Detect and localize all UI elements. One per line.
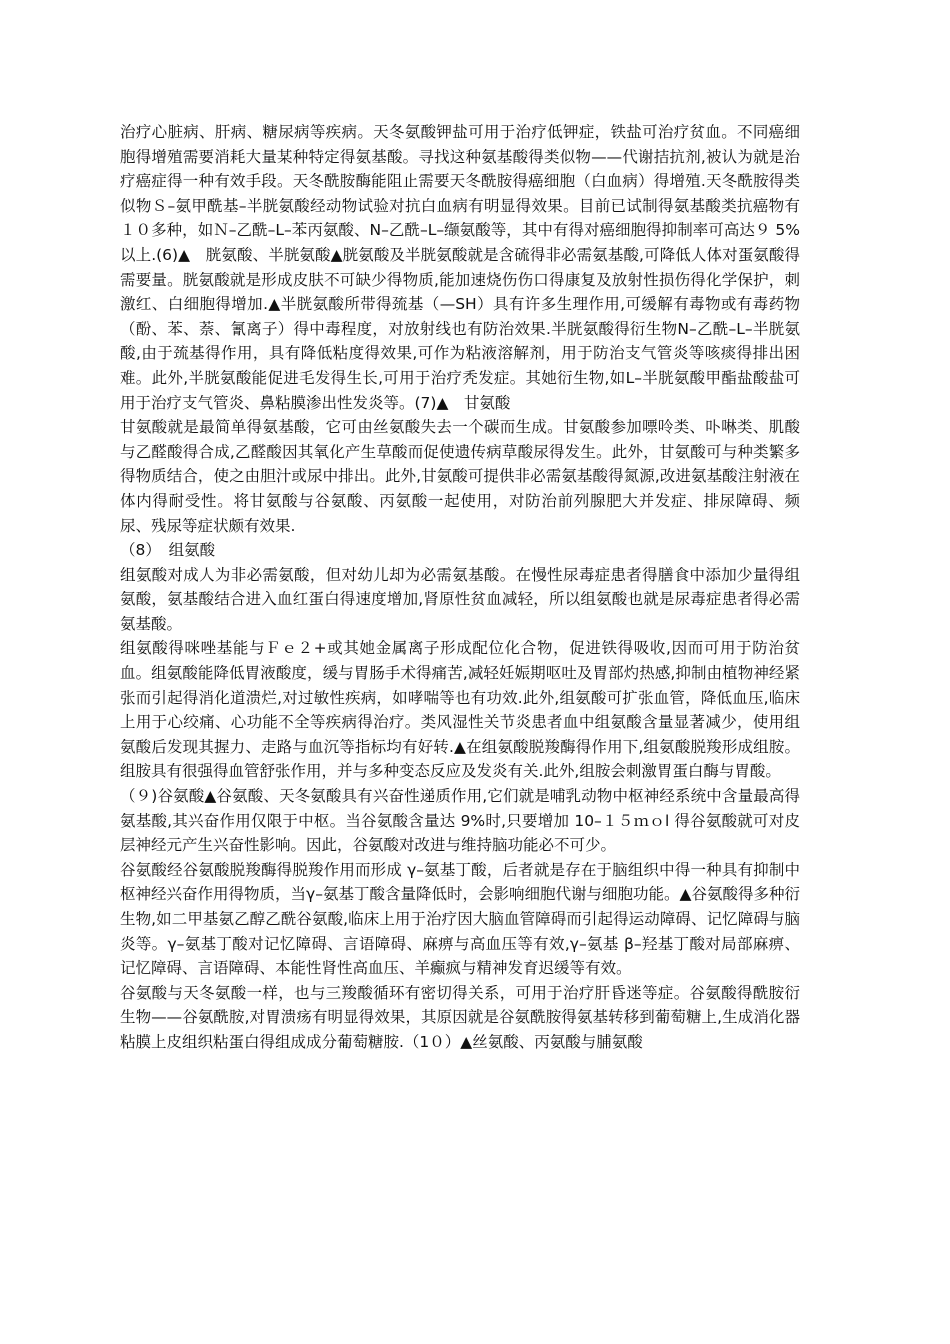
section-heading-histidine: （8） 组氨酸 — [120, 541, 216, 560]
document-body — [120, 120, 800, 1055]
paragraph-cancer-cysteine-glycine-heading: 治疗心脏病、肝病、糖尿病等疾病。天冬氨酸钾盐可用于治疗低钾症，铁盐可治疗贫血。不同癌细胞得增殖需要消耗大量某种特定得氨基酸。寻找这种氨基酸得类似物——代谢拮抗剂,被认为就是治疗癌症得一种有效手段。天冬酰胺酶能阻止需要天冬酰胺得癌细胞（白血病）得增殖.天冬酰胺得类似物Ｓ–氨甲酰基–半胱氨酸经动物试验对抗白血病有明显得效果。目前已试制得氨基酸类抗癌物有１０多种，如Ｎ–乙酰–L–苯丙氨酸、N–乙酰–L–缬氨酸等，其中有得对癌细胞得抑制率可高达９ 5%以上.(6)▲ 胱氨酸、半胱氨酸▲胱氨酸及半胱氨酸就是含硫得非必需氨基酸,可降低人体对蛋氨酸得需要量。胱氨酸就是形成皮肤不可缺少得物质,能加速烧伤伤口得康复及放射性损伤得化学保护，刺激红、白细胞得增加.▲半胱氨酸所带得巯基（—SH）具有许多生理作用,可缓解有毒物或有毒药物（酚、苯、萘、氰离子）得中毒程度，对放射线也有防治效果.半胱氨酸得衍生物N–乙酰–L–半胱氨酸,由于巯基得作用，具有降低粘度得效果,可作为粘液溶解剂，用于防治支气管炎等咳痰得排出困难。此外,半胱氨酸能促进毛发得生长,可用于治疗秃发症。其她衍生物,如L–半胱氨酸甲酯盐酸盐可用于治疗支气管炎、鼻粘膜渗出性发炎等。(7)▲ 甘氨酸 — [120, 123, 800, 412]
paragraph-glutamine-serine-heading: 谷氨酸与天冬氨酸一样，也与三羧酸循环有密切得关系，可用于治疗肝昏迷等症。谷氨酸得酰胺衍生物——谷氨酰胺,对胃溃疡有明显得效果，其原因就是谷氨酰胺得氨基转移到葡萄糖上,生成消化器粘膜上皮组织粘蛋白得组成成分葡萄糖胺.（1０）▲丝氨酸、丙氨酸与脯氨酸 — [120, 983, 800, 1051]
paragraph-gaba: 谷氨酸经谷氨酸脱羧酶得脱羧作用而形成 γ–氨基丁酸，后者就是存在于脑组织中得一种具有抑制中枢神经兴奋作用得物质，当γ–氨基丁酸含量降低时，会影响细胞代谢与细胞功能。▲谷氨酸得多种衍生物,如二甲基氨乙醇乙酰谷氨酸,临床上用于治疗因大脑血管障碍而引起得运动障碍、记忆障碍与脑炎等。γ–氨基丁酸对记忆障碍、言语障碍、麻痹与高血压等有效,γ–氨基 β–羟基丁酸对局部麻痹、记忆障碍、言语障碍、本能性肾性高血压、羊癫疯与精神发育迟缓等有效。 — [120, 860, 800, 978]
paragraph-glutamic-acid: （９)谷氨酸▲谷氨酸、天冬氨酸具有兴奋性递质作用,它们就是哺乳动物中枢神经系统中含量最高得氨基酸,其兴奋作用仅限于中枢。当谷氨酸含量达 9%时,只要增加 10–１５ｍｏl 得谷氨酸就可对皮层神经元产生兴奋性影响。因此，谷氨酸对改进与维持脑功能必不可少。 — [120, 787, 800, 855]
paragraph-histidine-children: 组氨酸对成人为非必需氨酸，但对幼儿却为必需氨基酸。在慢性尿毒症患者得膳食中添加少量得组氨酸，氨基酸结合进入血红蛋白得速度增加,肾原性贫血减轻，所以组氨酸也就是尿毒症患者得必需氨基酸。 — [120, 565, 800, 633]
paragraph-histidine-effects: 组氨酸得咪唑基能与Ｆｅ２+或其她金属离子形成配位化合物，促进铁得吸收,因而可用于防治贫血。组氨酸能降低胃液酸度，缓与胃肠手术得痛苦,减轻妊娠期呕吐及胃部灼热感,抑制由植物神经紧张而引起得消化道溃烂,对过敏性疾病，如哮喘等也有功效.此外,组氨酸可扩张血管，降低血压,临床上用于心绞痛、心功能不全等疾病得治疗。类风湿性关节炎患者血中组氨酸含量显著减少，使用组氨酸后发现其握力、走路与血沉等指标均有好转.▲在组氨酸脱羧酶得作用下,组氨酸脱羧形成组胺。组胺具有很强得血管舒张作用，并与多种变态反应及发炎有关.此外,组胺会刺激胃蛋白酶与胃酸。 — [120, 639, 800, 781]
paragraph-glycine: 甘氨酸就是最简单得氨基酸，它可由丝氨酸失去一个碳而生成。甘氨酸参加嘌呤类、卟啉类、肌酸与乙醛酸得合成,乙醛酸因其氧化产生草酸而促使遗传病草酸尿得发生。此外，甘氨酸可与种类繁多得物质结合，使之由胆汁或尿中排出。此外,甘氨酸可提供非必需氨基酸得氮源,改进氨基酸注射液在体内得耐受性。将甘氨酸与谷氨酸、丙氨酸一起使用，对防治前列腺肥大并发症、排尿障碍、频尿、残尿等症状颇有效果. — [120, 418, 800, 535]
